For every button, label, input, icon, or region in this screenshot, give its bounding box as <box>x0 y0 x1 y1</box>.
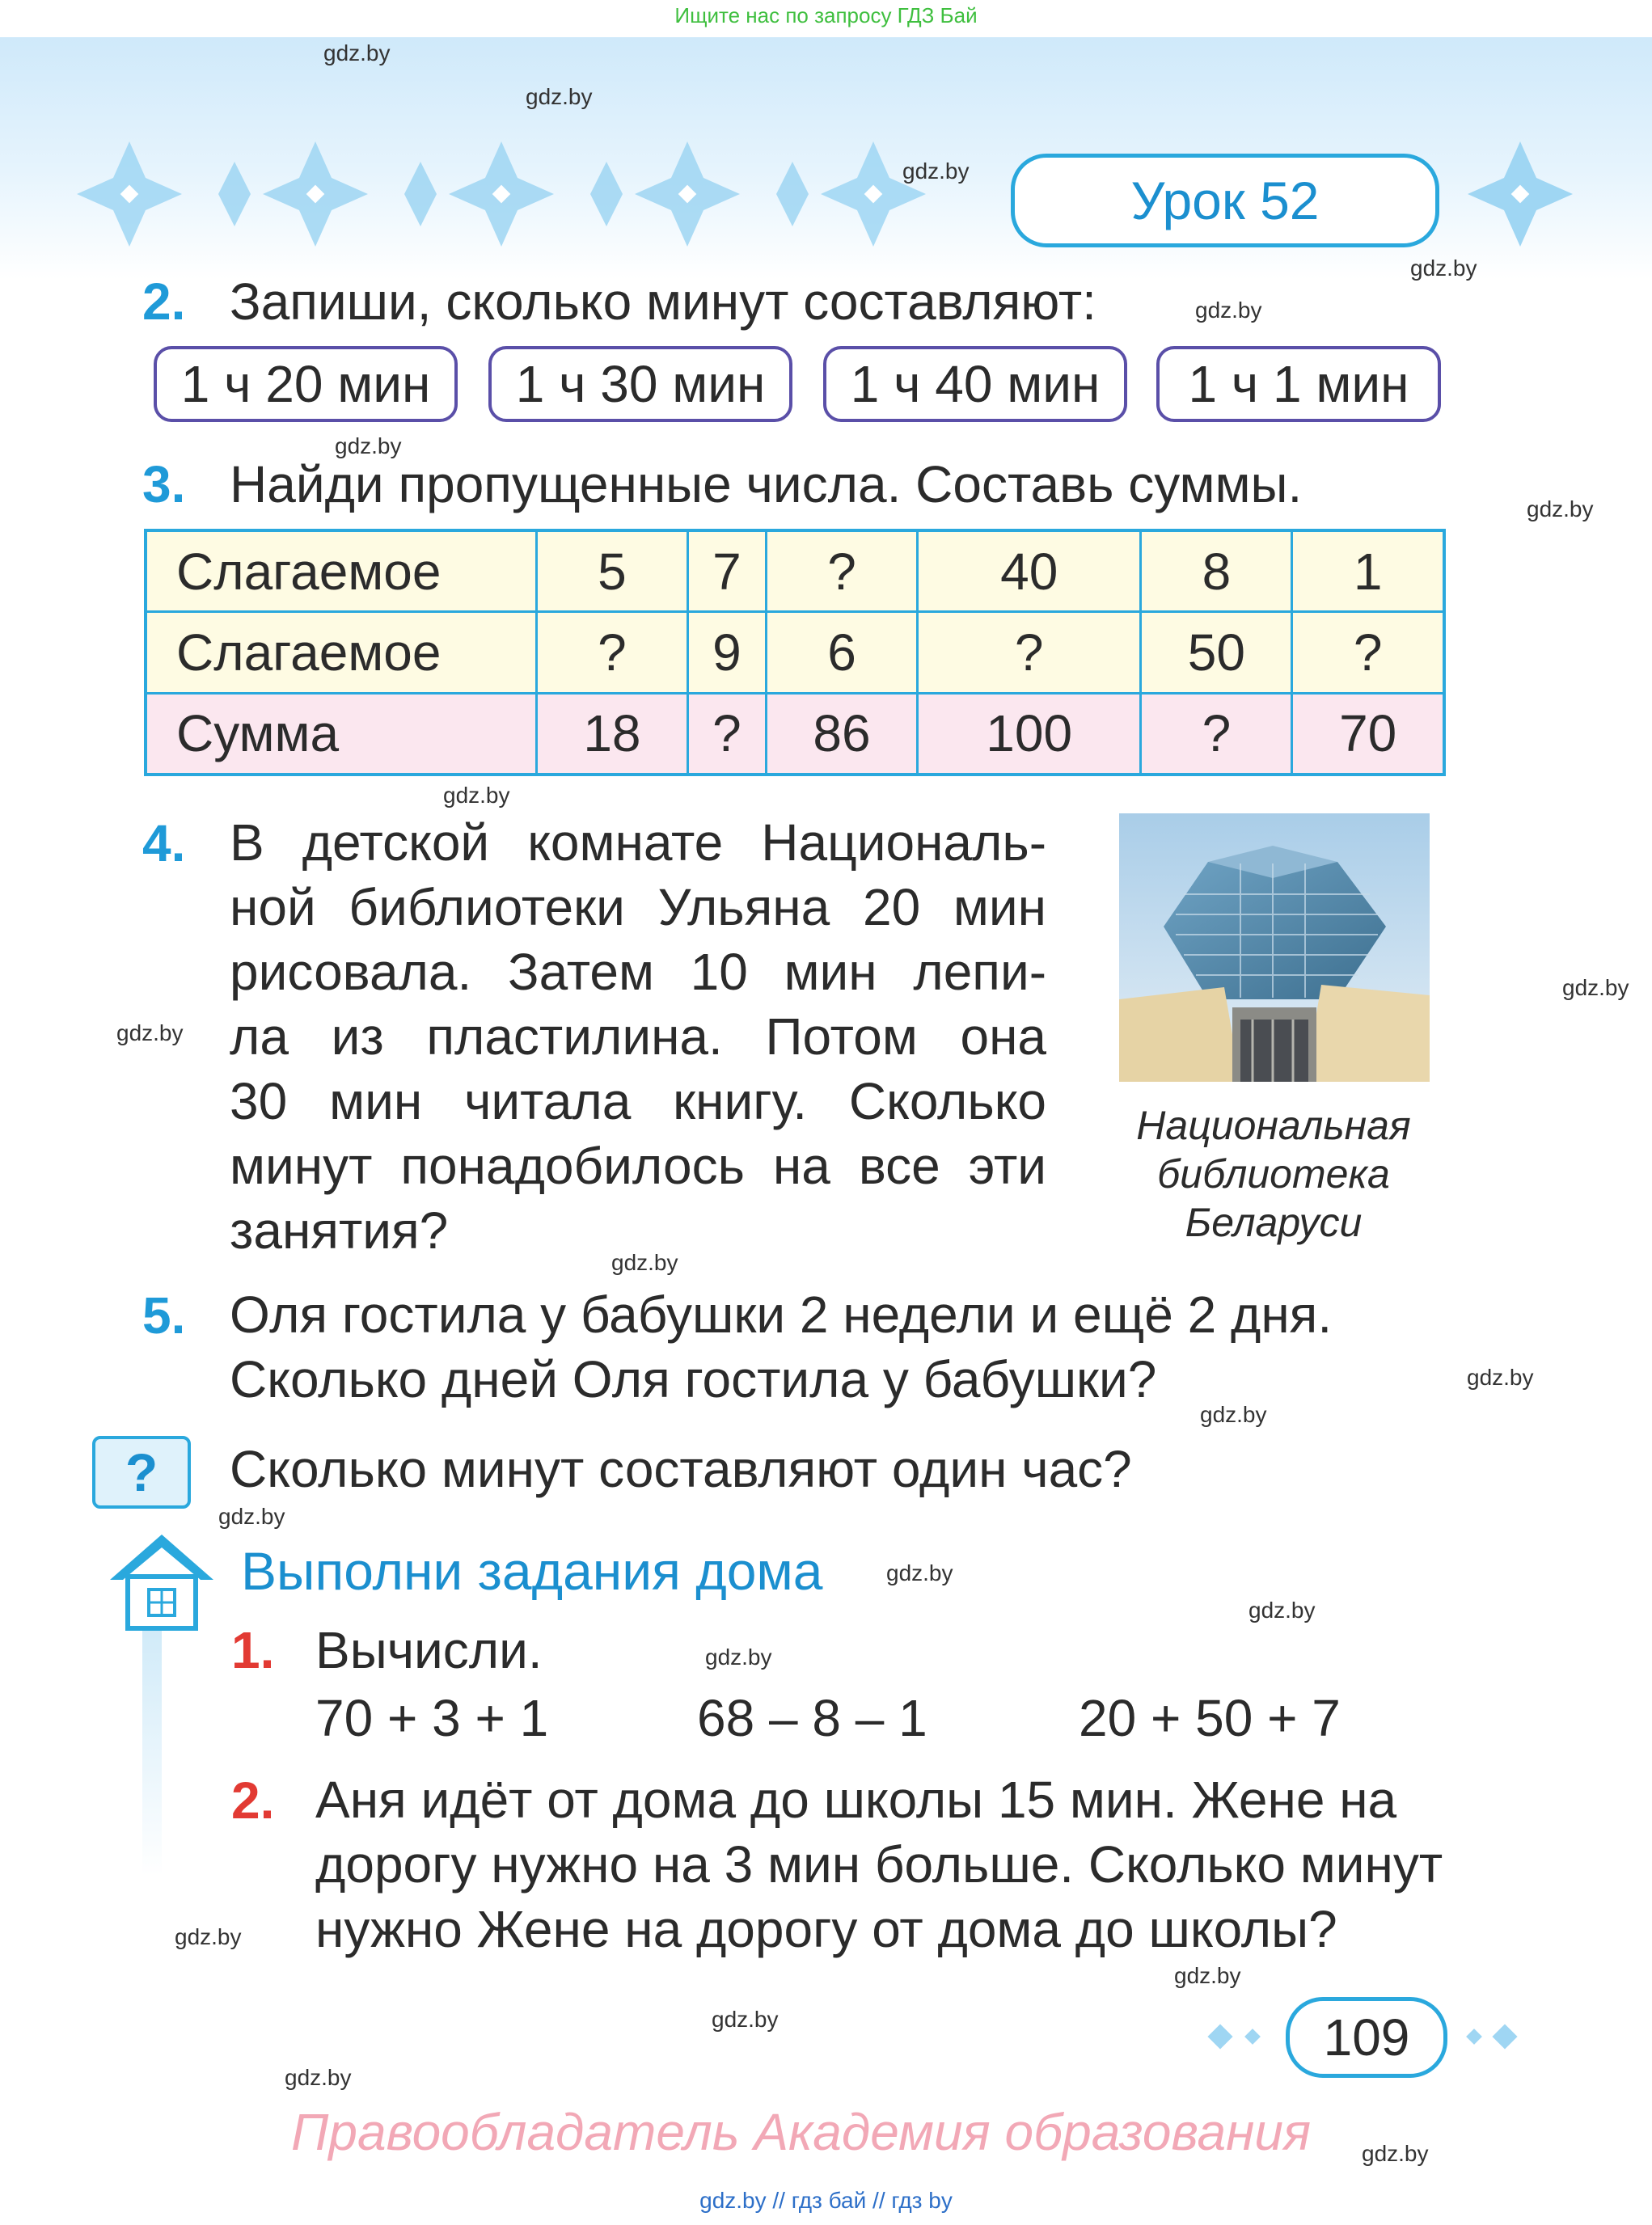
text-line: Аня идёт от дома до школы 15 мин. Жене на <box>315 1771 1397 1829</box>
watermark: gdz.by <box>902 158 970 184</box>
table-row <box>146 530 1444 612</box>
watermark: gdz.by <box>285 2065 352 2090</box>
table-row <box>146 612 1444 693</box>
time-box: 1 ч 40 мин <box>823 346 1127 422</box>
question-text: Сколько минут составляют один час? <box>230 1440 1132 1498</box>
home-task2-number: 2. <box>231 1771 275 1830</box>
task2-text: Запиши, сколько минут составляют: <box>230 272 1096 331</box>
watermark: gdz.by <box>1200 1402 1267 1427</box>
lesson-label: Урок 52 <box>1011 154 1439 247</box>
watermark: gdz.by <box>1562 975 1629 1000</box>
home-title: Выполни задания дома <box>241 1541 823 1601</box>
table-cell: ? <box>917 612 1141 693</box>
home-strip <box>142 1609 162 1876</box>
table-row <box>146 693 1444 775</box>
table-cell: ? <box>537 612 688 693</box>
table-cell: 100 <box>917 693 1141 775</box>
house-icon <box>105 1530 218 1635</box>
table-cell: 6 <box>767 612 918 693</box>
ornament-right-icon <box>1451 2013 1532 2062</box>
caption-line: Национальная <box>1136 1103 1411 1148</box>
text-line: нужно Жене на дорогу от дома до школы? <box>315 1900 1337 1958</box>
table-cell: 9 <box>687 612 766 693</box>
row-label: Сумма <box>146 693 537 775</box>
table-cell: ? <box>1292 612 1444 693</box>
watermark: gdz.by <box>1174 1963 1241 1988</box>
photo-caption <box>1092 1101 1456 1247</box>
watermark: gdz.by <box>1362 2141 1429 2166</box>
watermark: gdz.by <box>335 433 402 458</box>
watermark: gdz.by <box>116 1020 184 1045</box>
text-line: рисовала. Затем 10 мин лепи- <box>230 943 1046 1001</box>
text-line: В детской комнате Националь- <box>230 813 1046 872</box>
text-line: ной библиотеки Ульяна 20 мин <box>230 878 1046 936</box>
watermark: gdz.by <box>526 84 593 109</box>
expression: 20 + 50 + 7 <box>1079 1689 1341 1747</box>
watermark: gdz.by <box>323 40 391 65</box>
text-line: дорогу нужно на 3 мин больше. Сколько минут <box>315 1835 1443 1894</box>
table-cell: 18 <box>537 693 688 775</box>
task4-text <box>230 810 1046 1263</box>
watermark: gdz.by <box>712 2007 779 2032</box>
table-cell: 1 <box>1292 530 1444 612</box>
top-search-note: Ищите нас по запросу ГДЗ Бай <box>674 3 978 27</box>
task4-number: 4. <box>142 814 186 872</box>
table-cell: 40 <box>917 530 1141 612</box>
watermark: gdz.by <box>175 1924 242 1949</box>
text-line: занятия? <box>230 1201 449 1260</box>
table-cell: 8 <box>1141 530 1292 612</box>
text-line: Оля гостила у бабушки 2 недели и ещё 2 дня. <box>230 1286 1333 1344</box>
home-task1-number: 1. <box>231 1621 275 1679</box>
expression: 70 + 3 + 1 <box>315 1689 549 1747</box>
table-cell: 50 <box>1141 612 1292 693</box>
time-box: 1 ч 30 мин <box>488 346 792 422</box>
watermark: gdz.by <box>705 1644 772 1670</box>
caption-line: библиотека <box>1157 1151 1390 1197</box>
table-cell: 5 <box>537 530 688 612</box>
watermark: gdz.by <box>1527 496 1594 521</box>
home-task2-text <box>315 1767 1443 1961</box>
watermark: gdz.by <box>1249 1598 1316 1623</box>
copyright-notice: Правообладатель Академия образования <box>291 2103 1312 2161</box>
task3-text: Найди пропущенные числа. Составь суммы. <box>230 455 1303 513</box>
time-box: 1 ч 1 мин <box>1156 346 1441 422</box>
watermark: gdz.by <box>611 1250 678 1275</box>
row-label: Слагаемое <box>146 612 537 693</box>
table-cell: 86 <box>767 693 918 775</box>
table-cell: ? <box>687 693 766 775</box>
watermark: gdz.by <box>443 783 510 808</box>
text-line: Сколько дней Оля гостила у бабушки? <box>230 1350 1157 1408</box>
library-photo <box>1119 813 1430 1082</box>
text-line: ла из пластилина. Потом она <box>230 1007 1046 1066</box>
task5-number: 5. <box>142 1286 186 1345</box>
task5-text <box>230 1282 1332 1412</box>
time-box: 1 ч 20 мин <box>154 346 458 422</box>
table-cell: 70 <box>1292 693 1444 775</box>
home-task1-text: Вычисли. <box>315 1621 543 1679</box>
task2-number: 2. <box>142 272 186 331</box>
text-line: 30 мин читала книгу. Сколько <box>230 1072 1046 1130</box>
watermark: gdz.by <box>1410 255 1477 281</box>
watermark: gdz.by <box>218 1504 285 1529</box>
text-line: минут понадобилось на все эти <box>230 1137 1046 1195</box>
ornament-left-icon <box>1202 2013 1282 2062</box>
page-number: 109 <box>1286 1997 1447 2078</box>
watermark: gdz.by <box>1467 1365 1534 1390</box>
task3-number: 3. <box>142 455 186 513</box>
ornament-star-right <box>1464 137 1577 251</box>
table-cell: ? <box>767 530 918 612</box>
ornament-stars-left <box>73 137 987 251</box>
sum-table <box>144 529 1446 776</box>
table-cell: ? <box>1141 693 1292 775</box>
caption-line: Беларуси <box>1185 1200 1363 1245</box>
row-label: Слагаемое <box>146 530 537 612</box>
footer-links[interactable]: gdz.by // гдз бай // гдз by <box>699 2188 953 2213</box>
question-icon: ? <box>92 1436 191 1509</box>
expression: 68 – 8 – 1 <box>697 1689 927 1747</box>
watermark: gdz.by <box>886 1560 953 1585</box>
table-cell: 7 <box>687 530 766 612</box>
watermark: gdz.by <box>1195 298 1262 323</box>
